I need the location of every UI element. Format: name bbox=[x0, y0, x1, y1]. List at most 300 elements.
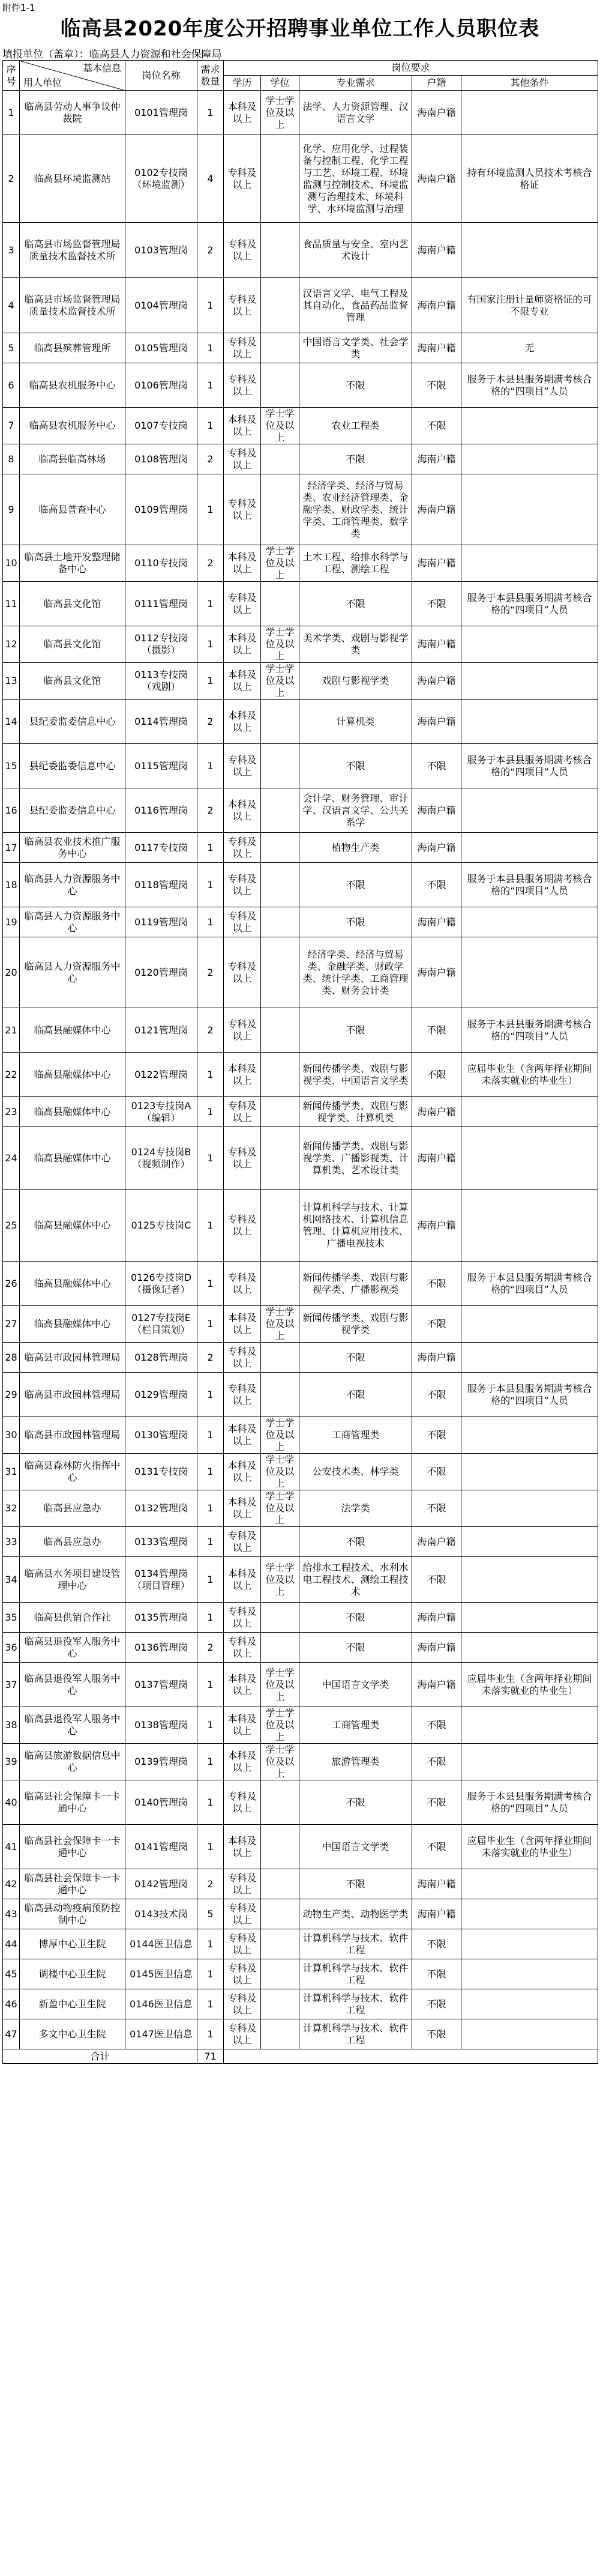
row-hukou: 海南户籍 bbox=[412, 788, 461, 833]
row-employer: 临高县应急办 bbox=[20, 1527, 125, 1557]
row-seq: 6 bbox=[3, 363, 20, 408]
row-position: 0119管理岗 bbox=[125, 907, 197, 937]
row-seq: 46 bbox=[3, 1989, 20, 2019]
row-other bbox=[461, 937, 598, 1008]
row-education: 本科及以上 bbox=[224, 408, 261, 444]
row-major: 植物生产类 bbox=[299, 833, 412, 863]
row-position: 0145医卫信息 bbox=[125, 1959, 197, 1989]
row-education: 专科及以上 bbox=[224, 474, 261, 545]
row-hukou: 不限 bbox=[412, 1490, 461, 1527]
row-seq: 4 bbox=[3, 278, 20, 333]
row-education: 专科及以上 bbox=[224, 582, 261, 626]
row-other bbox=[461, 788, 598, 833]
row-employer: 临高县水务项目建设管理中心 bbox=[20, 1557, 125, 1603]
row-count: 1 bbox=[197, 2019, 224, 2049]
row-count: 1 bbox=[197, 278, 224, 333]
row-major: 工商管理类 bbox=[299, 1707, 412, 1744]
row-hukou: 海南户籍 bbox=[412, 1899, 461, 1929]
header-position: 岗位名称 bbox=[125, 61, 197, 91]
row-hukou: 海南户籍 bbox=[412, 91, 461, 135]
row-count: 1 bbox=[197, 663, 224, 700]
row-major: 不限 bbox=[299, 1633, 412, 1663]
row-major: 不限 bbox=[299, 1869, 412, 1899]
row-count: 1 bbox=[197, 1557, 224, 1603]
row-education: 专科及以上 bbox=[224, 937, 261, 1008]
row-seq: 28 bbox=[3, 1343, 20, 1373]
row-other bbox=[461, 1527, 598, 1557]
row-degree bbox=[261, 700, 299, 744]
row-hukou: 不限 bbox=[412, 1825, 461, 1869]
row-education: 专科及以上 bbox=[224, 1527, 261, 1557]
row-hukou: 海南户籍 bbox=[412, 937, 461, 1008]
row-employer: 新盈中心卫生院 bbox=[20, 1989, 125, 2019]
row-other bbox=[461, 833, 598, 863]
row-degree: 学士学位及以上 bbox=[261, 663, 299, 700]
row-seq: 1 bbox=[3, 91, 20, 135]
header-count: 需求数量 bbox=[197, 61, 224, 91]
row-education: 本科及以上 bbox=[224, 1557, 261, 1603]
row-degree bbox=[261, 907, 299, 937]
row-employer: 博厚中心卫生院 bbox=[20, 1929, 125, 1959]
row-employer: 临高县社会保障卡一卡通中心 bbox=[20, 1825, 125, 1869]
row-major: 食品质量与安全、室内艺术设计 bbox=[299, 223, 412, 278]
row-employer: 县纪委监委信息中心 bbox=[20, 700, 125, 744]
table-row bbox=[3, 700, 598, 744]
header-degree: 学位 bbox=[261, 76, 299, 91]
table-row bbox=[3, 1417, 598, 1454]
row-other bbox=[461, 1097, 598, 1127]
row-position: 0138管理岗 bbox=[125, 1707, 197, 1744]
table-row bbox=[3, 1127, 598, 1190]
row-major: 旅游管理类 bbox=[299, 1744, 412, 1780]
positions-table bbox=[2, 60, 598, 2064]
header-basic-info-label: 基本信息 bbox=[82, 62, 121, 74]
row-education: 本科及以上 bbox=[224, 700, 261, 744]
row-other bbox=[461, 408, 598, 444]
row-degree: 学士学位及以上 bbox=[261, 1663, 299, 1707]
row-degree: 学士学位及以上 bbox=[261, 408, 299, 444]
table-row bbox=[3, 223, 598, 278]
row-employer: 临高县市场监督管理局质量技术监督技术所 bbox=[20, 223, 125, 278]
row-hukou: 海南户籍 bbox=[412, 626, 461, 663]
row-degree bbox=[261, 1190, 299, 1262]
table-row bbox=[3, 545, 598, 582]
table-row bbox=[3, 1989, 598, 2019]
row-other bbox=[461, 1490, 598, 1527]
row-employer: 县纪委监委信息中心 bbox=[20, 788, 125, 833]
row-degree bbox=[261, 1127, 299, 1190]
header-requirements: 岗位要求 bbox=[224, 61, 598, 76]
row-hukou: 海南户籍 bbox=[412, 833, 461, 863]
table-row bbox=[3, 1262, 598, 1306]
row-employer: 临高县文化馆 bbox=[20, 626, 125, 663]
row-major: 动物生产类、动物医学类 bbox=[299, 1899, 412, 1929]
table-row bbox=[3, 1306, 598, 1343]
row-position: 0116管理岗 bbox=[125, 788, 197, 833]
row-employer: 临高县劳动人事争议仲裁院 bbox=[20, 91, 125, 135]
row-degree: 学士学位及以上 bbox=[261, 1707, 299, 1744]
row-count: 1 bbox=[197, 744, 224, 788]
row-major: 计算机类 bbox=[299, 700, 412, 744]
row-degree bbox=[261, 333, 299, 363]
reporting-unit: 填报单位（盖章）：临高县人力资源和社会保障局 bbox=[2, 49, 222, 61]
row-education: 专科及以上 bbox=[224, 1633, 261, 1663]
row-count: 1 bbox=[197, 1929, 224, 1959]
row-employer: 临高县环境监测站 bbox=[20, 135, 125, 223]
row-other bbox=[461, 1633, 598, 1663]
row-position: 0121管理岗 bbox=[125, 1008, 197, 1053]
row-count: 2 bbox=[197, 545, 224, 582]
row-major: 新闻传播学类、戏剧与影视学类 bbox=[299, 1306, 412, 1343]
row-degree: 学士学位及以上 bbox=[261, 545, 299, 582]
row-major: 计算机科学与技术、软件工程 bbox=[299, 1959, 412, 1989]
row-seq: 11 bbox=[3, 582, 20, 626]
header-basic-info bbox=[20, 61, 125, 91]
header-major: 专业需求 bbox=[299, 76, 412, 91]
table-row bbox=[3, 1929, 598, 1959]
table-row bbox=[3, 937, 598, 1008]
row-degree: 学士学位及以上 bbox=[261, 1557, 299, 1603]
row-major: 计算机科学与技术、计算机网络技术、计算机信息管理、计算机应用技术、广播电视技术 bbox=[299, 1190, 412, 1262]
row-hukou: 不限 bbox=[412, 1008, 461, 1053]
row-degree: 学士学位及以上 bbox=[261, 91, 299, 135]
row-hukou: 不限 bbox=[412, 2019, 461, 2049]
row-education: 专科及以上 bbox=[224, 1603, 261, 1633]
row-other bbox=[461, 907, 598, 937]
row-education: 专科及以上 bbox=[224, 744, 261, 788]
total-value: 71 bbox=[197, 2049, 224, 2064]
row-count: 2 bbox=[197, 1343, 224, 1373]
row-position: 0124专技岗B（视频制作） bbox=[125, 1127, 197, 1190]
row-hukou: 海南户籍 bbox=[412, 333, 461, 363]
row-degree bbox=[261, 1373, 299, 1417]
table-body bbox=[3, 91, 598, 2049]
table-row bbox=[3, 1707, 598, 1744]
row-education: 本科及以上 bbox=[224, 1825, 261, 1869]
row-employer: 临高县人力资源服务中心 bbox=[20, 863, 125, 907]
row-employer: 临高县市政园林管理局 bbox=[20, 1417, 125, 1454]
row-count: 2 bbox=[197, 1869, 224, 1899]
row-other: 无 bbox=[461, 333, 598, 363]
row-count: 1 bbox=[197, 907, 224, 937]
row-count: 1 bbox=[197, 363, 224, 408]
row-seq: 39 bbox=[3, 1744, 20, 1780]
table-row bbox=[3, 626, 598, 663]
row-education: 本科及以上 bbox=[224, 663, 261, 700]
row-major: 法学类 bbox=[299, 1490, 412, 1527]
row-position: 0105管理岗 bbox=[125, 333, 197, 363]
row-degree bbox=[261, 1097, 299, 1127]
row-degree: 学士学位及以上 bbox=[261, 1744, 299, 1780]
row-hukou: 海南户籍 bbox=[412, 1527, 461, 1557]
table-row bbox=[3, 833, 598, 863]
row-employer: 临高县旅游数据信息中心 bbox=[20, 1744, 125, 1780]
row-count: 1 bbox=[197, 1825, 224, 1869]
table-row bbox=[3, 278, 598, 333]
page-title: 临高县2020年度公开招聘事业单位工作人员职位表 bbox=[60, 17, 540, 41]
row-count: 1 bbox=[197, 833, 224, 863]
table-row bbox=[3, 363, 598, 408]
row-major: 经济学类、经济与贸易类、农业经济管理类、金融学类、财政学类、统计学类、工商管理类、数学类 bbox=[299, 474, 412, 545]
row-count: 1 bbox=[197, 582, 224, 626]
row-other: 有国家注册计量师资格证的可不限专业 bbox=[461, 278, 598, 333]
row-hukou: 海南户籍 bbox=[412, 223, 461, 278]
row-major: 新闻传播学类、戏剧与影视学类、广播影视类 bbox=[299, 1262, 412, 1306]
row-major: 计算机科学与技术、软件工程 bbox=[299, 1989, 412, 2019]
row-position: 0115管理岗 bbox=[125, 744, 197, 788]
row-degree bbox=[261, 1825, 299, 1869]
row-position: 0123专技岗A（编辑） bbox=[125, 1097, 197, 1127]
row-major: 新闻传播学类、戏剧与影视学类、计算机类 bbox=[299, 1097, 412, 1127]
row-position: 0130管理岗 bbox=[125, 1417, 197, 1454]
table-row bbox=[3, 1663, 598, 1707]
row-seq: 19 bbox=[3, 907, 20, 937]
row-hukou: 海南户籍 bbox=[412, 545, 461, 582]
row-education: 专科及以上 bbox=[224, 1343, 261, 1373]
row-major: 不限 bbox=[299, 1603, 412, 1633]
row-major: 不限 bbox=[299, 744, 412, 788]
row-education: 专科及以上 bbox=[224, 444, 261, 474]
row-education: 专科及以上 bbox=[224, 1008, 261, 1053]
row-position: 0137管理岗 bbox=[125, 1663, 197, 1707]
row-education: 专科及以上 bbox=[224, 135, 261, 223]
row-position: 0144医卫信息 bbox=[125, 1929, 197, 1959]
row-education: 本科及以上 bbox=[224, 1053, 261, 1097]
header-seq: 序号 bbox=[3, 61, 20, 91]
table-row bbox=[3, 1343, 598, 1373]
table-row bbox=[3, 408, 598, 444]
row-count: 1 bbox=[197, 1780, 224, 1825]
row-seq: 41 bbox=[3, 1825, 20, 1869]
table-row bbox=[3, 1454, 598, 1490]
row-hukou: 不限 bbox=[412, 1929, 461, 1959]
row-hukou: 不限 bbox=[412, 1707, 461, 1744]
row-hukou: 海南户籍 bbox=[412, 1603, 461, 1633]
row-seq: 17 bbox=[3, 833, 20, 863]
row-position: 0134管理岗（项目管理） bbox=[125, 1557, 197, 1603]
row-degree bbox=[261, 1008, 299, 1053]
row-seq: 44 bbox=[3, 1929, 20, 1959]
row-employer: 临高县市政园林管理局 bbox=[20, 1373, 125, 1417]
row-seq: 40 bbox=[3, 1780, 20, 1825]
row-seq: 37 bbox=[3, 1663, 20, 1707]
row-position: 0142管理岗 bbox=[125, 1869, 197, 1899]
row-education: 专科及以上 bbox=[224, 1869, 261, 1899]
row-count: 1 bbox=[197, 1190, 224, 1262]
row-position: 0135管理岗 bbox=[125, 1603, 197, 1633]
row-position: 0122管理岗 bbox=[125, 1053, 197, 1097]
row-count: 2 bbox=[197, 1633, 224, 1663]
row-other: 应届毕业生（含两年择业期间未落实就业的毕业生） bbox=[461, 1825, 598, 1869]
row-education: 本科及以上 bbox=[224, 1663, 261, 1707]
row-employer: 临高县融媒体中心 bbox=[20, 1262, 125, 1306]
row-other: 持有环境监测人员技术考核合格证 bbox=[461, 135, 598, 223]
row-education: 本科及以上 bbox=[224, 1454, 261, 1490]
table-row bbox=[3, 1603, 598, 1633]
row-degree bbox=[261, 833, 299, 863]
row-other bbox=[461, 1707, 598, 1744]
total-empty bbox=[224, 2049, 598, 2064]
row-position: 0108管理岗 bbox=[125, 444, 197, 474]
row-education: 专科及以上 bbox=[224, 1929, 261, 1959]
row-major: 汉语言文学、电气工程及其自动化、食品药品监督管理 bbox=[299, 278, 412, 333]
row-position: 0109管理岗 bbox=[125, 474, 197, 545]
row-count: 1 bbox=[197, 1262, 224, 1306]
total-row bbox=[3, 2049, 598, 2064]
row-position: 0102专技岗（环境监测） bbox=[125, 135, 197, 223]
row-seq: 29 bbox=[3, 1373, 20, 1417]
row-seq: 2 bbox=[3, 135, 20, 223]
row-major: 土木工程、给排水科学与工程、测绘工程 bbox=[299, 545, 412, 582]
row-employer: 临高县市政园林管理局 bbox=[20, 1343, 125, 1373]
table-row bbox=[3, 663, 598, 700]
row-other bbox=[461, 700, 598, 744]
row-count: 4 bbox=[197, 135, 224, 223]
row-degree bbox=[261, 863, 299, 907]
row-seq: 15 bbox=[3, 744, 20, 788]
row-other bbox=[461, 1989, 598, 2019]
row-count: 1 bbox=[197, 1527, 224, 1557]
row-major: 公安技术类、林学类 bbox=[299, 1454, 412, 1490]
row-count: 1 bbox=[197, 863, 224, 907]
row-hukou: 海南户籍 bbox=[412, 1127, 461, 1190]
row-seq: 27 bbox=[3, 1306, 20, 1343]
row-employer: 临高县市场监督管理局质量技术监督技术所 bbox=[20, 278, 125, 333]
row-major: 工商管理类 bbox=[299, 1417, 412, 1454]
row-hukou: 海南户籍 bbox=[412, 1663, 461, 1707]
row-seq: 9 bbox=[3, 474, 20, 545]
row-education: 本科及以上 bbox=[224, 545, 261, 582]
row-employer: 临高县社会保障卡一卡通中心 bbox=[20, 1869, 125, 1899]
row-seq: 21 bbox=[3, 1008, 20, 1053]
row-other: 服务于本县县服务期满考核合格的“四项目”人员 bbox=[461, 744, 598, 788]
row-position: 0103管理岗 bbox=[125, 223, 197, 278]
row-count: 2 bbox=[197, 937, 224, 1008]
row-employer: 调楼中心卫生院 bbox=[20, 1959, 125, 1989]
row-seq: 3 bbox=[3, 223, 20, 278]
annex-label: 附件1-1 bbox=[2, 2, 35, 13]
row-major: 不限 bbox=[299, 863, 412, 907]
row-major: 美术学类、戏剧与影视学类 bbox=[299, 626, 412, 663]
row-degree: 学士学位及以上 bbox=[261, 1454, 299, 1490]
table-row bbox=[3, 1633, 598, 1663]
row-degree bbox=[261, 1929, 299, 1959]
header-education: 学历 bbox=[224, 76, 261, 91]
row-other bbox=[461, 1190, 598, 1262]
row-count: 5 bbox=[197, 1899, 224, 1929]
row-other bbox=[461, 1959, 598, 1989]
table-row bbox=[3, 1097, 598, 1127]
row-major: 戏剧与影视学类 bbox=[299, 663, 412, 700]
row-position: 0126专技岗D（摄像记者） bbox=[125, 1262, 197, 1306]
row-seq: 8 bbox=[3, 444, 20, 474]
row-seq: 31 bbox=[3, 1454, 20, 1490]
row-degree bbox=[261, 1053, 299, 1097]
row-hukou: 不限 bbox=[412, 363, 461, 408]
row-employer: 多文中心卫生院 bbox=[20, 2019, 125, 2049]
table-row bbox=[3, 444, 598, 474]
row-education: 专科及以上 bbox=[224, 863, 261, 907]
row-seq: 10 bbox=[3, 545, 20, 582]
row-hukou: 海南户籍 bbox=[412, 907, 461, 937]
row-seq: 18 bbox=[3, 863, 20, 907]
row-education: 本科及以上 bbox=[224, 1707, 261, 1744]
row-major: 中国语言文学类、社会学类 bbox=[299, 333, 412, 363]
row-degree bbox=[261, 1343, 299, 1373]
row-major: 不限 bbox=[299, 1527, 412, 1557]
row-major: 新闻传播学类、戏剧与影视学类、广播影视类、计算机类、艺术设计类 bbox=[299, 1127, 412, 1190]
row-degree: 学士学位及以上 bbox=[261, 1417, 299, 1454]
table-row bbox=[3, 91, 598, 135]
row-degree bbox=[261, 1603, 299, 1633]
row-seq: 35 bbox=[3, 1603, 20, 1633]
row-seq: 33 bbox=[3, 1527, 20, 1557]
row-employer: 临高县社会保障卡一卡通中心 bbox=[20, 1780, 125, 1825]
table-row bbox=[3, 135, 598, 223]
row-major: 不限 bbox=[299, 444, 412, 474]
row-degree bbox=[261, 937, 299, 1008]
table-row bbox=[3, 1557, 598, 1603]
row-degree bbox=[261, 223, 299, 278]
table-row bbox=[3, 1825, 598, 1869]
row-major: 新闻传播学类、戏剧与影视学类、中国语言文学类 bbox=[299, 1053, 412, 1097]
row-education: 专科及以上 bbox=[224, 1373, 261, 1417]
row-position: 0139管理岗 bbox=[125, 1744, 197, 1780]
row-education: 专科及以上 bbox=[224, 2019, 261, 2049]
row-degree bbox=[261, 1959, 299, 1989]
row-other: 服务于本县县服务期满考核合格的“四项目”人员 bbox=[461, 363, 598, 408]
row-seq: 12 bbox=[3, 626, 20, 663]
row-degree bbox=[261, 1633, 299, 1663]
row-seq: 13 bbox=[3, 663, 20, 700]
row-employer: 临高县应急办 bbox=[20, 1490, 125, 1527]
row-other: 服务于本县县服务期满考核合格的“四项目”人员 bbox=[461, 863, 598, 907]
row-employer: 临高县文化馆 bbox=[20, 582, 125, 626]
row-hukou: 不限 bbox=[412, 582, 461, 626]
row-count: 1 bbox=[197, 1959, 224, 1989]
table-row bbox=[3, 907, 598, 937]
header-hukou: 户籍 bbox=[412, 76, 461, 91]
row-employer: 临高县融媒体中心 bbox=[20, 1008, 125, 1053]
row-major: 中国语言文学类 bbox=[299, 1825, 412, 1869]
row-count: 2 bbox=[197, 444, 224, 474]
row-hukou: 不限 bbox=[412, 1959, 461, 1989]
table-row bbox=[3, 863, 598, 907]
row-major: 不限 bbox=[299, 1373, 412, 1417]
row-other bbox=[461, 626, 598, 663]
row-other bbox=[461, 1744, 598, 1780]
row-other bbox=[461, 663, 598, 700]
row-position: 0107专技岗 bbox=[125, 408, 197, 444]
row-position: 0147医卫信息 bbox=[125, 2019, 197, 2049]
row-other bbox=[461, 1929, 598, 1959]
row-employer: 临高县动物疫病预防控制中心 bbox=[20, 1899, 125, 1929]
row-hukou: 不限 bbox=[412, 863, 461, 907]
row-position: 0136管理岗 bbox=[125, 1633, 197, 1663]
row-count: 1 bbox=[197, 1127, 224, 1190]
row-hukou: 海南户籍 bbox=[412, 663, 461, 700]
row-seq: 26 bbox=[3, 1262, 20, 1306]
row-hukou: 海南户籍 bbox=[412, 1343, 461, 1373]
row-position: 0127专技岗E（栏目策划） bbox=[125, 1306, 197, 1343]
row-employer: 临高县土地开发整理储备中心 bbox=[20, 545, 125, 582]
row-degree: 学士学位及以上 bbox=[261, 626, 299, 663]
row-degree bbox=[261, 363, 299, 408]
row-major: 不限 bbox=[299, 582, 412, 626]
row-count: 1 bbox=[197, 91, 224, 135]
row-employer: 临高县普查中心 bbox=[20, 474, 125, 545]
row-other bbox=[461, 1557, 598, 1603]
